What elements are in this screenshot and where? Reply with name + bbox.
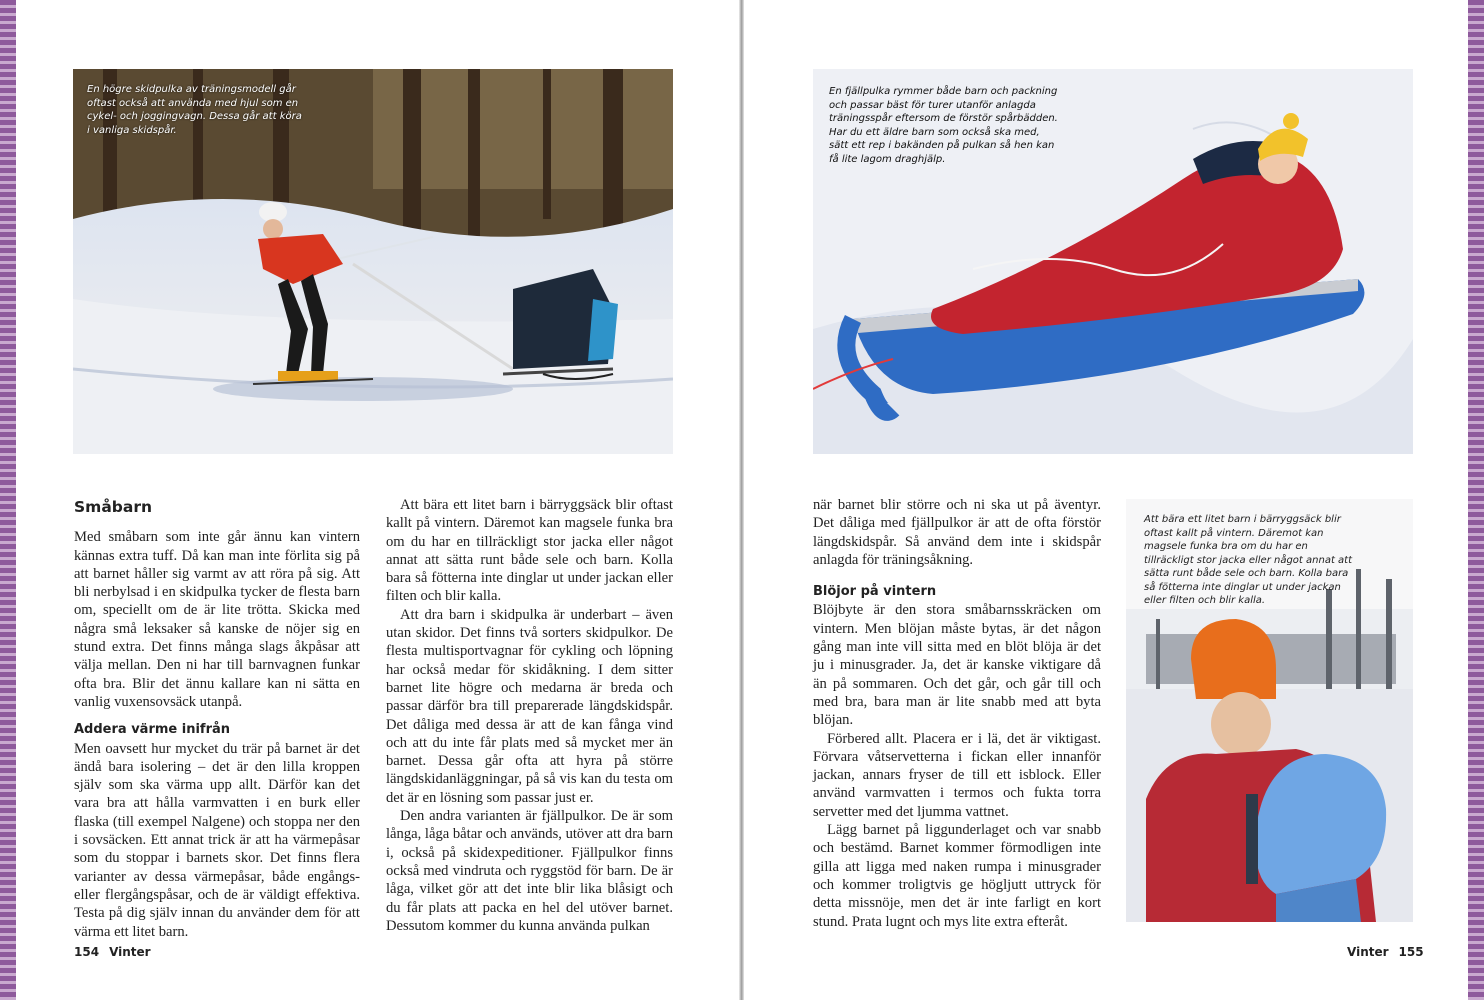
subheading-addera-varme: Addera värme inifrån (74, 722, 231, 738)
right-page-column-1 (813, 496, 1101, 931)
paragraph: Att dra barn i skidpulka är underbart – även utan skidor. Det finns två sorters skidpulkor. De flesta multisportvagnar för cykling och löpning har också medar för skidåkning. I dem sitter barnet lite högre och medarna är breda och passar därför bra till preparerade längdskidspår. Det dåliga med dessa är att de kan fånga vind och att du inte får plats med så mycket mer än barnet. Dessa går ofta att hyra på större längdskidanläggningar, på så vis kan du testa om det är en lösning som passar just er. (386, 606, 673, 806)
page-number: 154 (74, 945, 100, 959)
left-page-column-2 (386, 496, 673, 935)
paragraph: Den andra varianten är fjällpulkor. De är som långa, låga båtar och används, utöver att dra barn i, också på skidexpeditioner. Fjällpulkor finns också med vindruta och ryggstöd för barn. De är låga, vilket gör att det inte blir lika blåsigt och du får plats att packa en hel del utöver barnet. Dessutom kommer du kunna använda pulkan (386, 808, 673, 934)
left-decorative-stripe (0, 0, 16, 1000)
sled-photo-caption: En fjällpulka rymmer både barn och packning och passar bäst för turer utanför anlagda träningsspår eftersom de förstör spårbädden. Har du ett äldre barn som också ska med, sätt ett rep i bakänden på pulkan så hen kan få lite lagom draghjälp. (829, 86, 1058, 165)
paragraph: Förbered allt. Placera er i lä, det är viktigast. Förvara våtservetterna i fickan eller innanför jackan, annars fryser de till ett isblock. Eller använd varmvatten i termos och fukta torra servetter med det ljumma vattnet. (813, 730, 1101, 820)
section-name: Vinter (1347, 945, 1389, 959)
paragraph: Att bära ett litet barn i bärryggsäck blir oftast kallt på vintern. Däremot kan magsele funka bra om du har en tillräckligt stor jacka eller något annat att sätta runt både sele och barn. Kolla bara så fötterna inte dinglar ut under jackan eller filten och blir kalla. (386, 497, 673, 605)
left-folio (74, 945, 161, 959)
paragraph: Blöjbyte är den stora småbarnsskräcken om vintern. Men blöjan måste bytas, är det någon gång man inte vill sitta med en blöt blöja är det ju i minusgrader. Ja, det är kanske viktigare då än på sommaren. Och det går, och går till och med bra, bara man är lite snabb med att byta blöjan. (813, 602, 1101, 729)
section-name: Vinter (109, 945, 151, 959)
book-gutter (739, 0, 744, 1000)
page-number: 155 (1398, 945, 1424, 959)
paragraph: Men oavsett hur mycket du trär på barnet är det ändå bara isolering – det är den lilla kroppen själv som ska värma upp allt. Därför kan det vara bra att hålla varmvatten i en burk eller flaska (till exempel Nalgene) och stoppa ner den i sovsäcken. Ett annat trick är att ha värmepåsar som du stoppar i barnets skor. Det finns flera varianter av dessa värmepåsar, både engångs- eller flergångspåsar, och de är väldigt effektiva. Testa på dig själv innan du använder dem för att värma ett litet barn. (74, 740, 360, 940)
right-decorative-stripe (1468, 0, 1484, 1000)
section-heading-smabarn: Småbarn (74, 498, 153, 516)
left-page-column-1 (74, 498, 360, 941)
skier-pulling-sled-photo (73, 69, 673, 454)
parent-photo-caption: Att bära ett litet barn i bärryggsäck blir oftast kallt på vintern. Däremot kan magsele funka bra om du har en tillräckligt stor jacka eller något annat att sätta runt både sele och barn. Kolla bara så fötterna inte dinglar ut under jackan eller filten och blir kalla. (1144, 514, 1353, 606)
subheading-blojor: Blöjor på vintern (813, 584, 937, 600)
child-in-sled-photo (813, 69, 1413, 454)
paragraph: Lägg barnet på liggunderlaget och var snabb och bestämd. Barnet kommer förmodligen inte gilla att ligga med naken rumpa i minusgrader och kommer troligtvis ge högljutt uttryck för detta missnöje, men det är inte farligt en kort stund. Prata lugnt och mys lite extra efteråt. (813, 822, 1101, 930)
paragraph: Med småbarn som inte går ännu kan vintern kännas extra tuff. Då kan man inte förlita sig på att barnet håller sig varmt av att röra på sig. Att bli nerbylsad i en skidpulka tycker de flesta barn om, speciellt om de är lite trötta. Skicka med några små leksaker så kanske de nöjer sig en stund extra. Det finns många slags åkpåsar att välja mellan. Den ni har till barnvagnen funkar ofta bra. Blir det ännu kallare kan ni sätta en vanlig vuxensovsäck utanpå. (74, 529, 360, 710)
right-folio (1347, 945, 1434, 959)
parent-carrying-baby-photo (1126, 499, 1413, 922)
skier-photo-caption: En högre skidpulka av träningsmodell går oftast också att använda med hjul som en cykel- och joggingvagn. Dessa går att köra i vanliga skidspår. (87, 84, 302, 136)
paragraph: när barnet blir större och ni ska ut på äventyr. Det dåliga med fjällpulkor är att de ofta förstör längdskidspår. Så använd dem inte i skidspår anlagda för träningsåkning. (813, 497, 1101, 568)
